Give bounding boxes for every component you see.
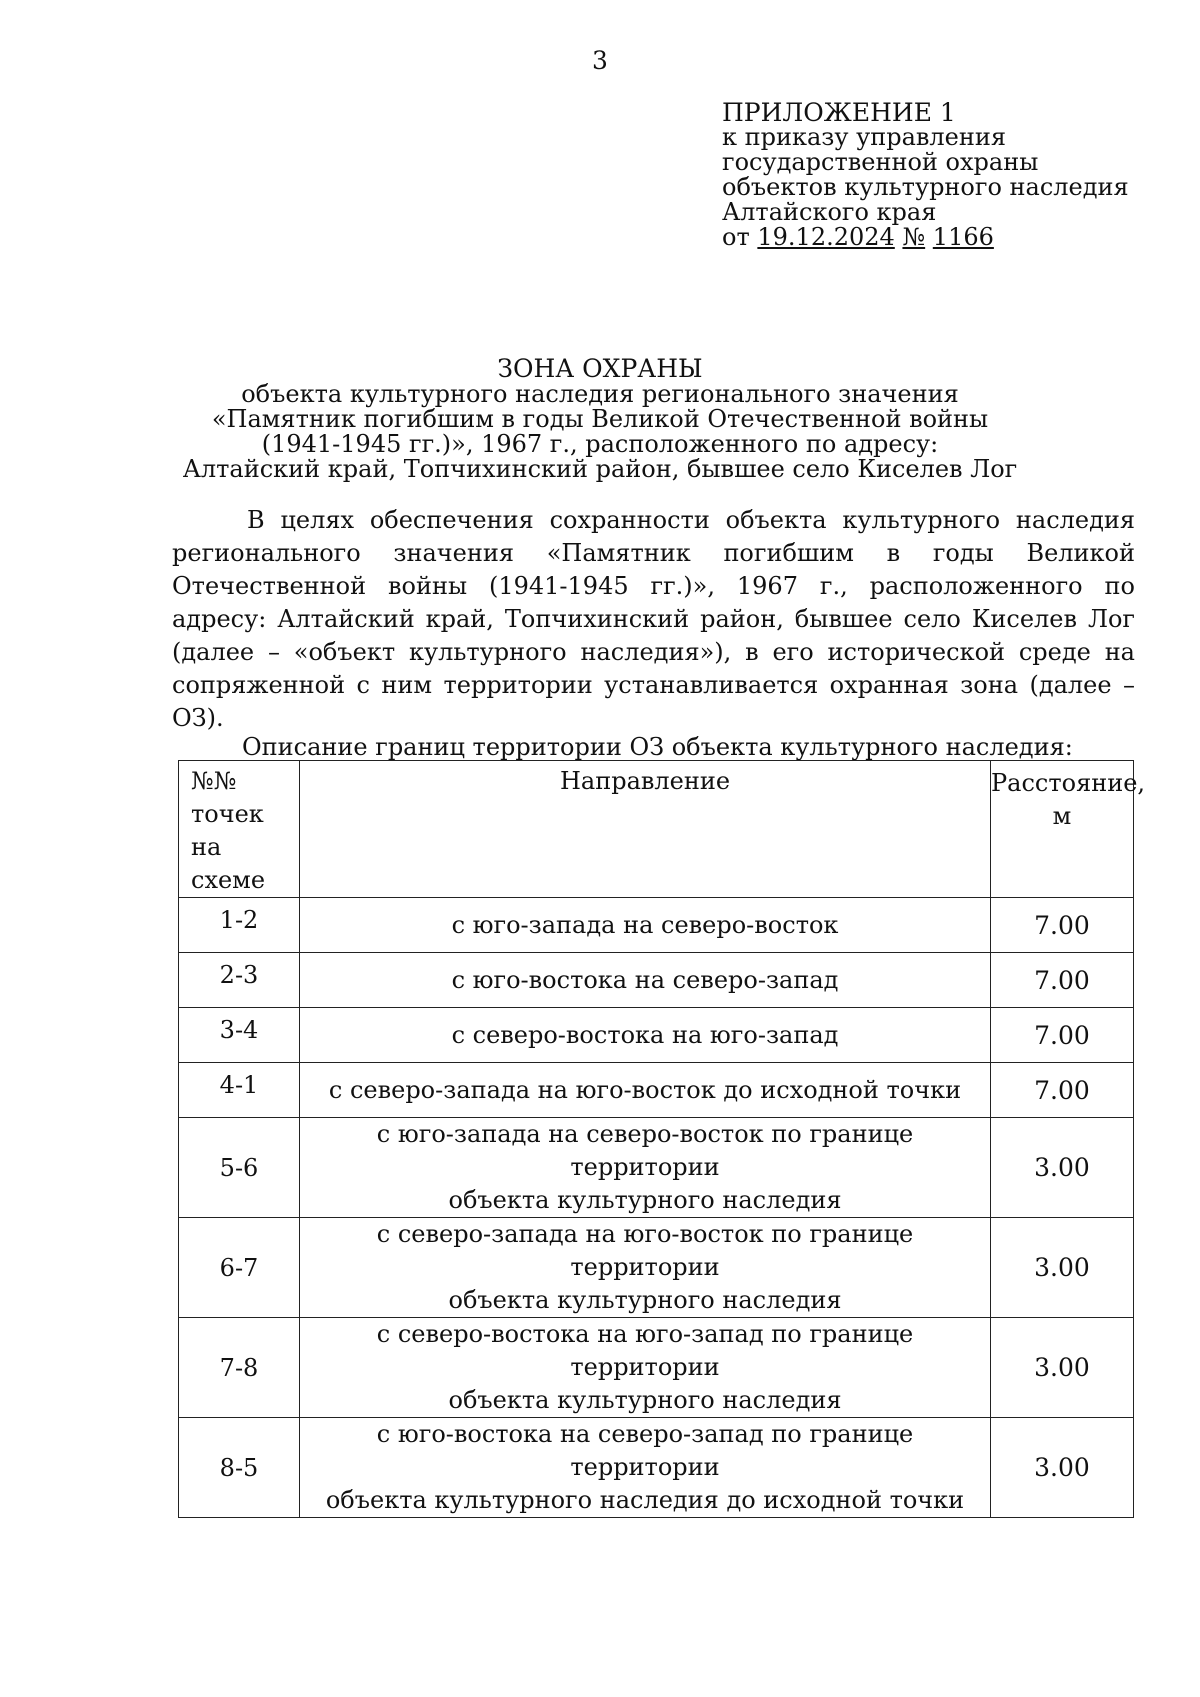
row-distance: 3.00 [991,1318,1134,1418]
heading-line: «Памятник погибшим в годы Великой Отечественной войны [211,405,989,433]
direction-line: объекта культурного наследия до исходной точки [325,1486,965,1514]
direction-line: с северо-востока на юго-запад [451,1020,839,1049]
row-distance: 7.00 [991,898,1134,953]
row-distance: 3.00 [991,1218,1134,1318]
header-direction: Направление [300,761,991,898]
header-points-line: точек [191,800,264,828]
row-points: 6-7 [179,1218,300,1318]
heading-line: Алтайский край, Топчихинский район, бывшее село Киселев Лог [182,455,1018,483]
header-distance-unit: м [1052,802,1072,830]
row-points: 2-3 [179,953,300,1008]
direction-line: с юго-запада на северо-восток по границе территории [376,1120,914,1181]
row-distance: 3.00 [991,1118,1134,1218]
row-distance: 7.00 [991,953,1134,1008]
page-number: 3 [592,46,608,75]
table-row [179,898,1134,953]
row-distance: 3.00 [991,1418,1134,1518]
table-row [179,1318,1134,1418]
appendix-block [722,100,1162,250]
header-points-line: на схеме [191,833,266,894]
appendix-line: к приказу управления [722,123,1007,151]
header-distance-line: Расстояние, [991,769,1146,797]
row-direction [300,1063,991,1118]
heading-line: (1941-1945 гг.)», 1967 г., расположенного по адресу: [261,430,939,458]
row-distance: 7.00 [991,1008,1134,1063]
direction-line: с северо-востока на юго-запад по границе территории [376,1320,914,1381]
table-row [179,1418,1134,1518]
row-direction [300,898,991,953]
row-points: 5-6 [179,1118,300,1218]
header-points-line: №№ [191,767,237,795]
table-header-row [179,761,1134,898]
table-caption: Описание границ территории ОЗ объекта культурного наследия: [242,733,1073,761]
direction-line: с северо-запада на юго-восток до исходной точки [328,1075,962,1104]
document-heading [0,356,1200,482]
heading-title: ЗОНА ОХРАНЫ [497,354,703,383]
row-direction [300,1118,991,1218]
direction-line: с юго-востока на северо-запад по границе территории [376,1420,914,1481]
table-row [179,953,1134,1008]
order-date: 19.12.2024 [757,223,895,251]
direction-line: объекта культурного наследия [448,1186,842,1214]
row-direction [300,953,991,1008]
appendix-line: Алтайского края [722,198,937,226]
row-direction [300,1418,991,1518]
direction-line: с юго-запада на северо-восток [451,910,839,939]
header-points [179,761,300,898]
order-number: 1166 [932,223,994,251]
body-paragraph: В целях обеспечения сохранности объекта культурного наследия регионального значения «Памятник погибшим в годы Великой Отечественной войны (1941-1945 гг.)», 1967 г., расположенного по адресу: Алтайский край, Топчихинский район, бывшее село Киселев Лог (далее – «объект культурного наследия»), в его исторической среде на сопряженной с ним территории устанавливается охранная зона (далее – ОЗ). [172,506,1135,732]
row-points: 1-2 [179,898,300,953]
row-distance: 7.00 [991,1063,1134,1118]
appendix-line: государственной охраны [722,148,1039,176]
appendix-title: ПРИЛОЖЕНИЕ 1 [722,98,956,127]
table-row [179,1063,1134,1118]
direction-line: с северо-запада на юго-восток по границе территории [376,1220,914,1281]
row-points: 4-1 [179,1063,300,1118]
row-points: 8-5 [179,1418,300,1518]
row-direction [300,1008,991,1063]
date-prefix: от [722,223,750,251]
table-row [179,1008,1134,1063]
row-points: 7-8 [179,1318,300,1418]
direction-line: объекта культурного наследия [448,1286,842,1314]
row-points: 3-4 [179,1008,300,1063]
appendix-line: объектов культурного наследия [722,173,1129,201]
direction-line: с юго-востока на северо-запад [451,965,839,994]
row-direction [300,1218,991,1318]
number-prefix: № [902,223,926,251]
table-row [179,1118,1134,1218]
table-row [179,1218,1134,1318]
appendix-date-line [722,225,1162,250]
heading-line: объекта культурного наследия регионального значения [241,380,959,408]
header-distance [991,761,1146,898]
boundary-table [178,760,1146,1518]
row-direction [300,1318,991,1418]
direction-line: объекта культурного наследия [448,1386,842,1414]
